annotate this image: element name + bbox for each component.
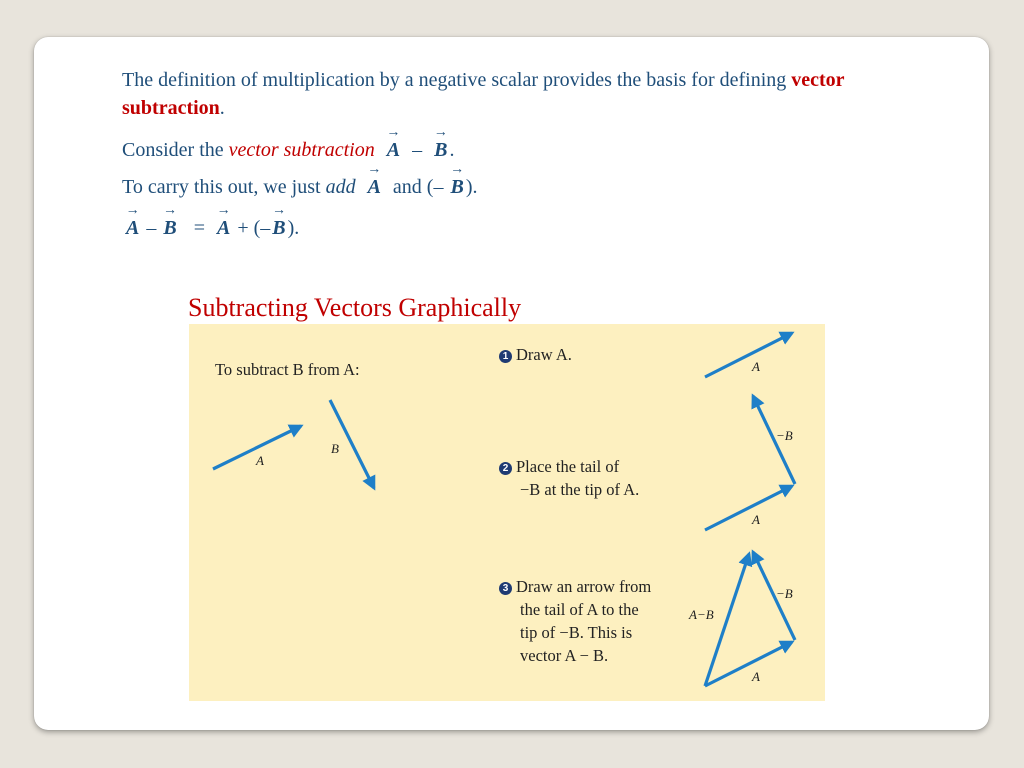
vector-b: → B <box>448 176 465 199</box>
equals-sign: = <box>193 217 205 239</box>
minus-sign: – <box>412 139 423 161</box>
carry-add: add <box>325 176 356 198</box>
vector-b: → B <box>432 139 449 162</box>
label-a-left: A <box>256 453 264 468</box>
step-1-number: 1 <box>499 350 512 363</box>
intro-period: . <box>219 97 225 119</box>
step-2-line2: −B at the tip of A. <box>520 480 640 499</box>
step-1 <box>499 343 572 366</box>
equation-close: ). <box>287 217 300 239</box>
carry-and: and (– <box>392 176 444 198</box>
intro-emphasis: vector subtraction <box>122 69 845 119</box>
label-b-left: B <box>331 441 339 456</box>
consider-emphasis: vector subtraction <box>228 139 375 161</box>
section-heading: Subtracting Vectors Graphically <box>188 293 522 322</box>
step-2-number: 2 <box>499 462 512 475</box>
label-a-step1: A <box>752 359 760 374</box>
carry-prefix: To carry this out, we just <box>122 176 326 198</box>
vector-b: → B <box>161 217 178 240</box>
carry-close: ). <box>465 176 478 198</box>
plus-sign: + (– <box>237 217 271 239</box>
vector-a: → A <box>385 139 402 162</box>
to-subtract-caption: To subtract B from A: <box>215 360 360 379</box>
step-3-line3: tip of −B. This is <box>520 623 633 642</box>
step-2-line1: Place the tail of <box>516 457 620 476</box>
step-3-line2: the tail of A to the <box>520 600 639 619</box>
arrow-a-step2 <box>705 486 792 530</box>
vector-a: → A <box>124 217 141 240</box>
label-a-step2: A <box>752 512 760 527</box>
equation-line <box>124 217 299 240</box>
vector-a: → A <box>366 176 383 199</box>
label-amb-step3: A−B <box>689 607 714 622</box>
intro-paragraph <box>122 66 862 122</box>
label-a-step3: A <box>752 669 760 684</box>
step-3-line1: Draw an arrow from <box>516 577 652 596</box>
consider-line <box>122 139 454 162</box>
arrow-a-step1 <box>705 333 792 377</box>
step-3-number: 3 <box>499 582 512 595</box>
step-2 <box>499 455 639 501</box>
vector-b: → B <box>270 217 287 240</box>
label-negb-step2: −B <box>776 428 793 443</box>
intro-text: The definition of multiplication by a negative scalar provides the basis for defining <box>122 69 792 91</box>
minus-sign: – <box>146 217 157 239</box>
vector-a: → A <box>215 217 232 240</box>
consider-prefix: Consider the <box>122 139 229 161</box>
step-3-line4: vector A − B. <box>520 646 609 665</box>
step-3 <box>499 575 651 667</box>
consider-period: . <box>449 139 455 161</box>
label-negb-step3: −B <box>776 586 793 601</box>
subtraction-figure <box>189 324 825 701</box>
slide <box>34 37 989 730</box>
carry-line <box>122 176 477 199</box>
step-1-text: Draw A. <box>516 345 572 364</box>
